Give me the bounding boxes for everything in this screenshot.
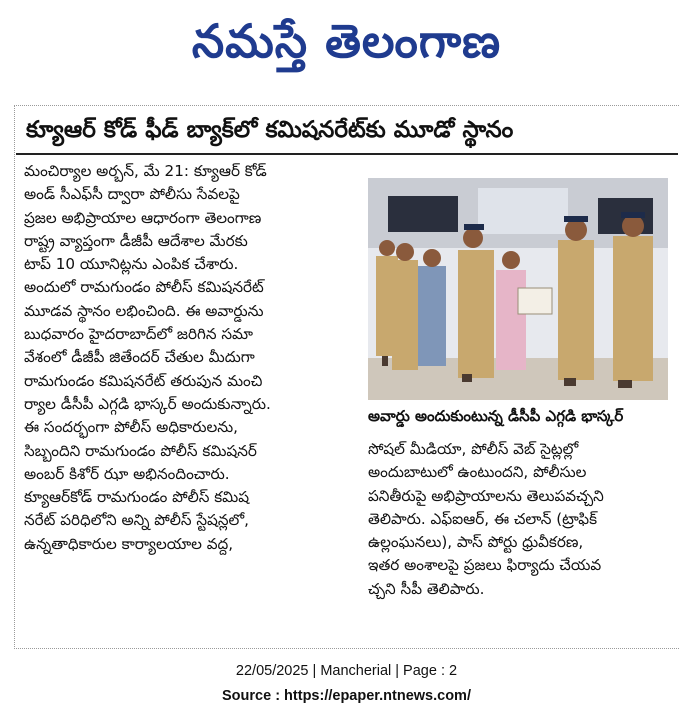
article-text-line: మూడవ స్థానం లభించింది. ఈ అవార్డును xyxy=(24,301,264,320)
article-text-line: క్యూఆర్‌కోడ్ రామగుండం పోలీస్ కమిష xyxy=(24,488,250,507)
footer-date-line: 22/05/2025 | Mancherial | Page : 2 xyxy=(235,663,458,679)
article-text-line: టాప్ 10 యూనిట్లను ఎంపిక చేశారు. xyxy=(24,255,239,274)
award-photo xyxy=(368,178,668,400)
article-text-line: ఇతర అంశాలపై ప్రజలు ఫిర్యాదు చేయవ xyxy=(368,556,602,575)
article-text-line: నరేట్ పరిధిలోని అన్ని పోలీస్ స్టేషన్లలో, xyxy=(24,511,249,530)
article-text-line: రాష్ట్ర వ్యాప్తంగా డీజీపీ ఆదేశాల మేరకు xyxy=(24,231,248,250)
article-text-line: అందుబాటులో ఉంటుందని, పోలీసుల xyxy=(368,463,587,482)
article-text-line: ప్రజల అభిప్రాయాల ఆధారంగా తెలంగాణ xyxy=(24,208,262,227)
footer-divider xyxy=(14,648,679,649)
article-text-line: ఉన్నతాధికారుల కార్యాలయాల వద్ద, xyxy=(24,534,234,553)
article-text-line: ఈ సందర్భంగా పోలీస్ అధికారులను, xyxy=(24,418,238,437)
award-ceremony-illustration xyxy=(368,178,668,400)
article-headline: క్యూఆర్ కోడ్ ఫీడ్ బ్యాక్‌లో కమిషనరేట్‌కు మూడో స్థానం xyxy=(26,117,514,143)
article-text-line: రామగుండం కమిషనరేట్ తరుపున మంచి xyxy=(24,371,263,390)
article-column-left xyxy=(24,160,359,638)
article-text-line: చ్చని సీపీ తెలిపారు. xyxy=(368,579,485,598)
article-column-right xyxy=(368,438,668,638)
article-text-line: బుధవారం హైదరాబాద్‌లో జరిగిన సమా xyxy=(24,325,253,344)
article-text-line: అండ్ సీఎఫ్‌సీ ద్వారా పోలీసు సేవలపై xyxy=(24,185,240,204)
article-text-line: సోషల్ మీడియా, పోలీస్ వెబ్ సైట్లల్లో xyxy=(368,440,579,458)
footer-source-line: Source : https://epaper.ntnews.com/ xyxy=(222,688,471,704)
newspaper-masthead xyxy=(0,4,693,78)
article-text-line: పనితీరుపై అభిప్రాయాలను తెలుపవచ్చని xyxy=(368,486,604,505)
article-text-line: తెలిపారు. ఎఫ్ఐఆర్, ఈ చలాన్ (ట్రాఫిక్ xyxy=(368,509,598,528)
article-text-line: అంబర్ కిశోర్ ఝా అభినందించారు. xyxy=(24,464,230,483)
photo-caption: అవార్డు అందుకుంటున్న డీసీపీ ఎగ్గడి భాస్కర్ xyxy=(368,407,624,425)
article-text-line: వేశంలో డీజీపీ జితేందర్ చేతుల మీదుగా xyxy=(24,348,255,367)
article-text-line: అందులో రామగుండం పోలీస్ కమిషనరేట్ xyxy=(24,278,264,297)
article-text-line: మంచిర్యాల అర్బన్, మే 21: క్యూఆర్ కోడ్ xyxy=(24,162,267,180)
article-text-line: ఉల్లంఘనలు), పాస్ పోర్టు ధ్రువీకరణ, xyxy=(368,533,584,552)
article-text-line: ర్యాల డీసీపీ ఎగ్గడి భాస్కర్ అందుకున్నారు. xyxy=(24,394,271,413)
article-text-line: సిబ్బందిని రామగుండం పోలీస్ కమిషనర్ xyxy=(24,441,257,460)
masthead-title: నమస్తే తెలంగాణ xyxy=(191,14,502,68)
